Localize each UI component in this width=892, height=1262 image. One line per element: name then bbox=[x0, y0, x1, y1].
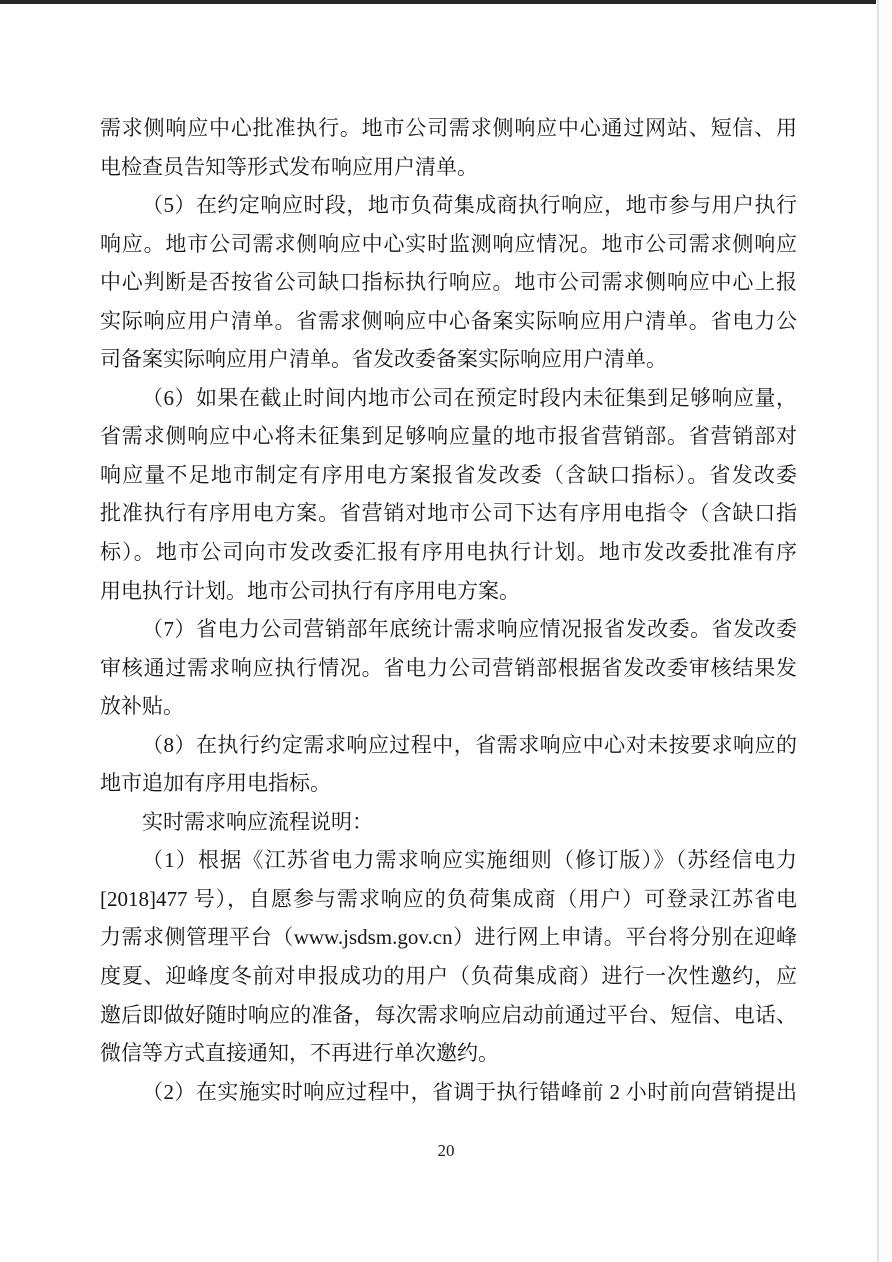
text-line: （2）在实施实时响应过程中，省调于执行错峰前 2 小时前向营销提出 bbox=[142, 1079, 797, 1104]
page-right-edge-line bbox=[877, 0, 879, 1262]
text-line: 邀后即做好随时响应的准备，每次需求响应启动前通过平台、短信、电话、 bbox=[100, 1002, 797, 1027]
page-top-edge-bar bbox=[0, 0, 876, 4]
text-line: （1）根据《江苏省电力需求响应实施细则（修订版）》（苏经信电力 bbox=[142, 848, 797, 873]
text-line: 响应量不足地市制定有序用电方案报省发改委（含缺口指标）。省发改委 bbox=[100, 462, 797, 487]
text-line: 放补贴。 bbox=[100, 694, 184, 719]
text-line: 批准执行有序用电方案。省营销对地市公司下达有序用电指令（含缺口指 bbox=[100, 501, 797, 526]
text-line: （7）省电力公司营销部年底统计需求响应情况报省发改委。省发改委 bbox=[142, 617, 797, 642]
text-line: （5）在约定响应时段，地市负荷集成商执行响应，地市参与用户执行 bbox=[142, 193, 797, 218]
text-line: 标）。地市公司向市发改委汇报有序用电执行计划。地市发改委批准有序 bbox=[100, 540, 797, 565]
text-line: 地市追加有序用电指标。 bbox=[100, 771, 331, 796]
text-line: 需求侧响应中心批准执行。地市公司需求侧响应中心通过网站、短信、用 bbox=[100, 116, 797, 140]
text-line: 响应。地市公司需求侧响应中心实时监测响应情况。地市公司需求侧响应 bbox=[100, 231, 797, 256]
text-line: 用电执行计划。地市公司执行有序用电方案。 bbox=[100, 578, 520, 603]
page-number: 20 bbox=[437, 1141, 455, 1160]
text-line: （8）在执行约定需求响应过程中，省需求响应中心对未按要求响应的 bbox=[142, 732, 797, 757]
text-line: 力需求侧管理平台（www.jsdsm.gov.cn）进行网上申请。平台将分别在迎峰 bbox=[100, 925, 797, 950]
text-line: （6）如果在截止时间内地市公司在预定时段内未征集到足够响应量， bbox=[142, 385, 797, 410]
text-line: 度夏、迎峰度冬前对申报成功的用户（负荷集成商）进行一次性邀约，应 bbox=[100, 964, 797, 989]
text-line: 省需求侧响应中心将未征集到足够响应量的地市报省营销部。省营销部对 bbox=[100, 424, 797, 449]
page-right-gutter bbox=[879, 0, 892, 1262]
text-line: [2018]477 号），自愿参与需求响应的负荷集成商（用户）可登录江苏省电 bbox=[100, 886, 797, 911]
text-line: 电检查员告知等形式发布响应用户清单。 bbox=[100, 154, 478, 179]
text-line: 中心判断是否按省公司缺口指标执行响应。地市公司需求侧响应中心上报 bbox=[100, 270, 797, 295]
text-line: 微信等方式直接通知，不再进行单次邀约。 bbox=[100, 1041, 499, 1066]
text-line: 实际响应用户清单。省需求侧响应中心备案实际响应用户清单。省电力公 bbox=[100, 308, 797, 333]
section-heading-line: 实时需求响应流程说明： bbox=[142, 809, 373, 834]
text-line: 司备案实际响应用户清单。省发改委备案实际响应用户清单。 bbox=[100, 347, 667, 372]
document-body bbox=[100, 109, 797, 1111]
text-line: 审核通过需求响应执行情况。省电力公司营销部根据省发改委审核结果发 bbox=[100, 655, 797, 680]
